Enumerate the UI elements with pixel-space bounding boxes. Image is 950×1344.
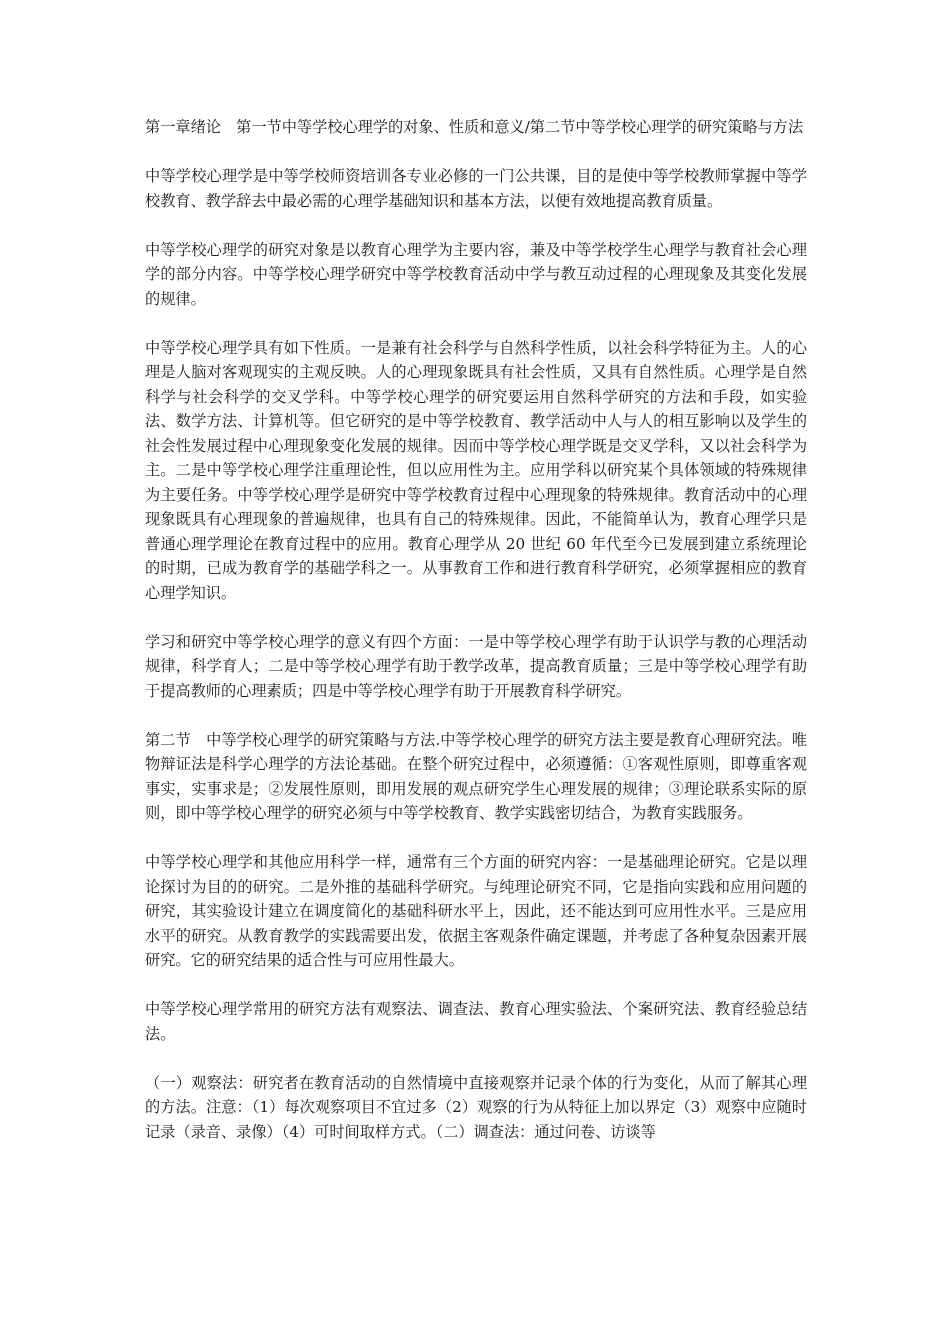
document-heading: 第一章绪论 第一节中等学校心理学的对象、性质和意义/第二节中等学校心理学的研究策略与方法 xyxy=(145,118,804,136)
document-page xyxy=(145,115,807,1144)
paragraph-purpose: 中等学校心理学是中等学校师资培训各专业必修的一门公共课，目的是使中等学校教师掌握中等学校教育、教学辞去中最必需的心理学基础知识和基本方法，以便有效地提高教育质量。 xyxy=(145,167,807,210)
paragraph-nature: 中等学校心理学具有如下性质。一是兼有社会科学与自然科学性质，以社会科学特征为主。人的心理是人脑对客观现实的主观反映。人的心理现象既具有社会性质，又具有自然性质。心理学是自然科学与社会科学的交叉学科。中等学校心理学的研究要运用自然科学研究的方法和手段，如实验法、数学方法、计算机等。但它研究的是中等学校教育、教学活动中人与人的相互影响以及学生的社会性发展过程中心理现象变化发展的规律。因而中等学校心理学既是交叉学科，又以社会科学为主。二是中等学校心理学注重理论性，但以应用性为主。应用学科以研究某个具体领域的特殊规律为主要任务。中等学校心理学是研究中等学校教育过程中心理现象的特殊规律。教育活动中的心理现象既具有心理现象的普遍规律，也具有自己的特殊规律。因此，不能简单认为，教育心理学只是普通心理学理论在教育过程中的应用。教育心理学从 20 世纪 60 年代至今已发展到建立系统理论的时期，已成为教育学的基础学科之一。从事教育工作和进行教育科学研究，必须掌握相应的教育心理学知识。 xyxy=(145,338,807,602)
paragraph-observation: （一）观察法：研究者在教育活动的自然情境中直接观察并记录个体的行为变化，从而了解其心理的方法。注意：（1）每次观察项目不宜过多（2）观察的行为从特征上加以界定（3）观察中应随时记录（录音、录像）（4）可时间取样方式。（二）调查法：通过问卷、访谈等 xyxy=(145,1073,807,1141)
paragraph-methods: 中等学校心理学常用的研究方法有观察法、调查法、教育心理实验法、个案研究法、教育经验总结法。 xyxy=(145,1000,807,1043)
paragraph-section-two: 第二节 中等学校心理学的研究策略与方法.中等学校心理学的研究方法主要是教育心理研究法。唯物辩证法是科学心理学的方法论基础。在整个研究过程中，必须遵循：①客观性原则，即尊重客观事实，实事求是；②发展性原则，即用发展的观点研究学生心理发展的规律；③理论联系实际的原则，即中等学校心理学的研究必须与中等学校教育、教学实践密切结合，为教育实践服务。 xyxy=(145,730,807,822)
paragraph-research-content: 中等学校心理学和其他应用科学一样，通常有三个方面的研究内容：一是基础理论研究。它是以理论探讨为目的的研究。二是外推的基础科学研究。与纯理论研究不同，它是指向实践和应用问题的研究，其实验设计建立在调度简化的基础科研水平上，因此，还不能达到可应用性水平。三是应用水平的研究。从教育教学的实践需要出发，依据主客观条件确定课题，并考虑了各种复杂因素开展研究。它的研究结果的适合性与可应用性最大。 xyxy=(145,853,807,969)
paragraph-research-object: 中等学校心理学的研究对象是以教育心理学为主要内容，兼及中等学校学生心理学与教育社会心理学的部分内容。中等学校心理学研究中等学校教育活动中学与教互动过程的心理现象及其变化发展的规律。 xyxy=(145,240,807,308)
paragraph-significance: 学习和研究中等学校心理学的意义有四个方面：一是中等学校心理学有助于认识学与教的心理活动规律，科学育人；二是中等学校心理学有助于教学改革，提高教育质量；三是中等学校心理学有助于提高教师的心理素质；四是中等学校心理学有助于开展教育科学研究。 xyxy=(145,632,807,700)
